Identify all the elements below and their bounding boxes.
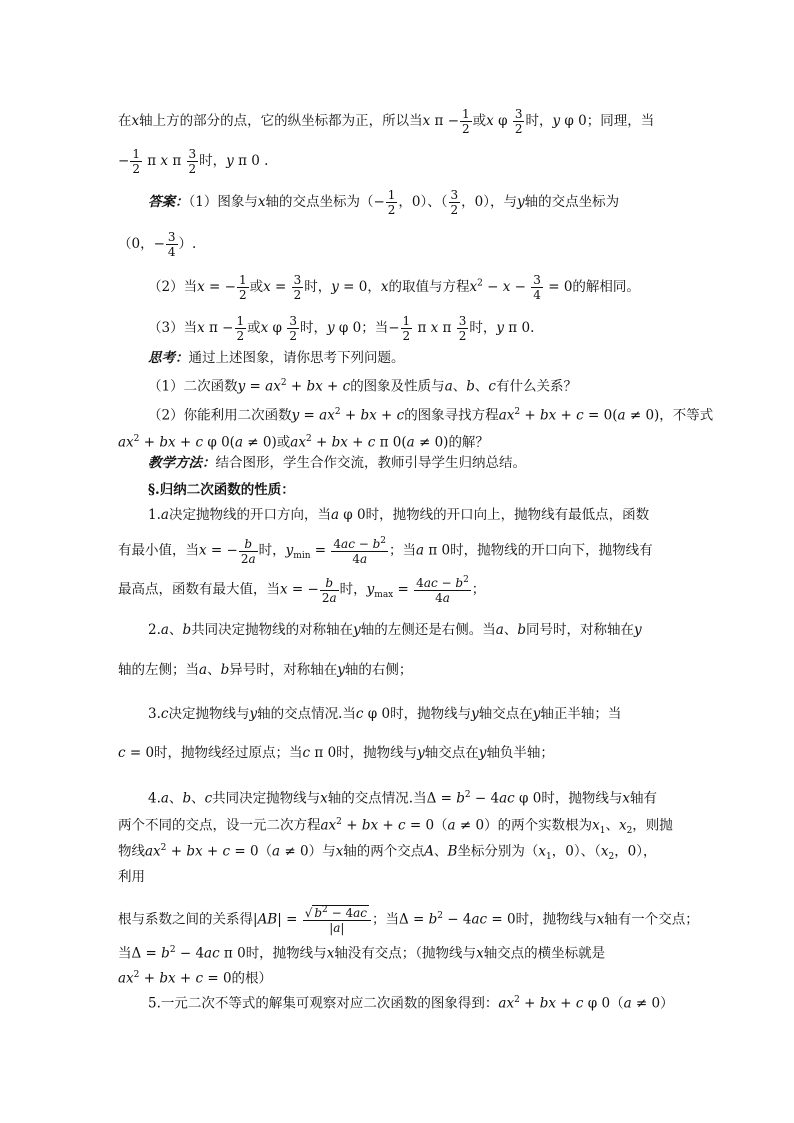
think-q1: （1）二次函数$y = ax^2$ + bx + c的图象及性质与a、b、c有什么关系？ (148, 378, 577, 395)
text: （0， (118, 236, 154, 252)
text: ） (660, 995, 674, 1012)
text: 最高点，函数有最大值，当 (118, 581, 280, 598)
text: . (530, 320, 535, 336)
fraction: $\frac{b}{2a}$ (240, 536, 256, 566)
text: 时， (299, 320, 327, 336)
text: 的取值与方程 (388, 279, 470, 295)
text: 时， (304, 279, 332, 295)
text: ，不等式 (659, 407, 714, 424)
text: （2）你能利用二次函数 (148, 407, 292, 424)
text: 轴的右侧； (344, 662, 413, 678)
text: 时， (525, 113, 553, 129)
fraction: $\frac{3}{2}$ (289, 314, 297, 343)
fraction: $\frac{4ac - b^2}{4a}$ (333, 536, 387, 566)
fraction: $\frac{3}{2}$ (514, 107, 523, 136)
text: 时，抛物线与 (541, 790, 623, 807)
text: 结合图形，学生合作交流，教师引导学生归纳总结。 (215, 455, 526, 471)
text: 轴有一个交点； (604, 911, 699, 928)
section-title: §.归纳二次函数的性质： (148, 482, 295, 498)
text: 轴上方的部分的点，它的纵坐标都为正，所以当 (139, 113, 423, 129)
text: 或 (472, 113, 487, 129)
text: 时，抛物线的开口向下，抛物线有 (450, 542, 653, 559)
answer-line-1: 答案：（1）图象与x轴的交点坐标为（− $\frac{1}{2}$ ，0）、（ $\frac{3}{2}$ ，0），与y轴的交点坐标为 (148, 188, 620, 217)
text: （ (434, 817, 448, 834)
text: 轴交点在 (424, 745, 479, 761)
text: （3）当 (148, 320, 198, 336)
text: 轴负半轴； (486, 745, 554, 761)
text: ；当 (389, 542, 417, 559)
text: 在 (118, 113, 132, 129)
text: 时， (339, 581, 367, 598)
prop4-line-3: 物线$ax^2$ + bx + c = 0（a ≠ 0）与x轴的两个交点A、B坐标分别为（$x_1$，0）、（$x_2$，0）， (118, 843, 657, 863)
text: 时，抛物线与 (515, 911, 597, 928)
prop1-line-1: 1.a决定抛物线的开口方向，当a φ 0时，抛物线的开口向上，抛物线有最低点，函数 (148, 507, 650, 523)
fraction: $\frac{b}{2a}$ (321, 575, 337, 605)
text-line-2: − $\frac{1}{2}$ π x π $\frac{3}{2}$ 时，y π 0 . (118, 147, 269, 176)
prop2-line-1: 2.a、b共同决定抛物线的对称轴在y轴的左侧还是右侧。当a、b同号时，对称轴在y (148, 622, 642, 638)
text: （ (258, 843, 273, 860)
fraction: $\frac{1}{2}$ (387, 188, 396, 217)
text: 、 (503, 622, 518, 638)
text: ，0）、（ (551, 843, 601, 860)
text: ，0），与 (461, 194, 517, 210)
text: ，0）， (614, 843, 657, 860)
text: 轴正半轴；当 (540, 706, 622, 722)
prop3-line-1: 3.c决定抛物线与y轴的交点情况.当c φ 0时，抛物线与y轴交点在y轴正半轴；当 (148, 706, 622, 722)
prop4-line-6: 当$\Delta = b^2 - 4ac$ π 0时，抛物线与x轴没有交点；（抛物线与x轴交点的横坐标就是 (118, 945, 606, 962)
text: 利用 (118, 869, 145, 885)
text: 坐标分别为（ (457, 843, 539, 860)
text: ；同理，当 (586, 113, 655, 129)
text: 、 (207, 662, 221, 678)
text: 时， (469, 320, 497, 336)
fraction: $\frac{4ac - b^2}{4a}$ (416, 575, 469, 605)
text: 轴的交点情况.当 (327, 790, 427, 807)
text: ）的两个实数根为 (484, 817, 593, 834)
text: 轴的左侧还是右侧。当 (360, 622, 496, 638)
text: 轴的左侧；当 (118, 662, 199, 678)
text: 、 (168, 622, 183, 638)
text: ，0）、（ (398, 194, 448, 210)
text: 决定抛物线与 (168, 706, 250, 722)
text: ）与 (308, 843, 336, 860)
text: 1. (148, 507, 161, 523)
fraction: $\frac{1}{2}$ (236, 314, 245, 343)
prop1-line-2: 有最小值，当x = − $\frac{b}{2a}$ 时，$y_{min}$ = $\frac{4ac - b^2}{4a}$ ；当a π 0时，抛物线的开口向下，抛物线有 (118, 536, 653, 566)
text: （ (610, 995, 624, 1012)
fraction: $\frac{√ b^2 - 4ac}{|a|}$ (303, 906, 371, 934)
text: 或 (276, 434, 291, 451)
fraction: $\frac{1}{2}$ (238, 273, 247, 302)
text: 的解？ (448, 434, 489, 451)
prop2-line-2: 轴的左侧；当a、b异号时，对称轴在y轴的右侧； (118, 662, 413, 678)
text: 的图象及性质与 (350, 378, 445, 395)
text: 的图象寻找方程 (404, 407, 499, 424)
text: 时，抛物线与 (245, 945, 327, 962)
text: 通过上述图象，请你思考下列问题。 (188, 350, 405, 366)
text: 或 (249, 279, 264, 295)
fraction: $\frac{3}{2}$ (450, 188, 459, 217)
fraction: $\frac{3}{2}$ (458, 314, 467, 343)
prop3-line-2: c = 0时，抛物线经过原点；当c π 0时，抛物线与y轴交点在y轴负半轴； (118, 745, 554, 761)
prop4-line-4 (118, 871, 145, 885)
prop5-line-1: 5.一元二次不等式的解集可观察对应二次函数的图象得到：$ax^2$ + bx + c φ 0（a ≠ 0） (148, 995, 674, 1012)
prop4-line-1: 4.a、b、c共同决定抛物线与x轴的交点情况.当$\Delta = b^2 - 4ac$ φ 0时，抛物线与x轴有 (148, 790, 657, 807)
text: ；当 (371, 911, 399, 928)
text: ， (367, 279, 381, 295)
text: 异号时，对称轴在 (229, 662, 338, 678)
text: 共同决定抛物线的对称轴在 (191, 622, 354, 638)
text: 3. (148, 706, 161, 722)
answer-line-2: （0，− $\frac{3}{4}$ ）. (118, 230, 197, 259)
text: 、 (452, 378, 467, 395)
text: 、 (433, 843, 448, 860)
text: 决定抛物线的开口方向，当 (168, 507, 331, 523)
text: 、 (191, 790, 205, 807)
text: 轴没有交点；（抛物线与 (334, 945, 477, 962)
prop1-line-3: 最高点，函数有最大值，当x = − $\frac{b}{2a}$ 时，$y_{max}$ = $\frac{4ac - b^2}{4a}$ ； (118, 575, 486, 605)
text: 的根） (231, 970, 273, 987)
text: 、 (168, 790, 183, 807)
text: 共同决定抛物线与 (212, 790, 321, 807)
think-q2: （2）你能利用二次函数$y = ax^2$ + bx + c的图象寻找方程$ax^2$ + bx + c = 0(a ≠ 0)，不等式 (148, 407, 714, 424)
text: 、 (474, 378, 489, 395)
text-line-1: 在x轴上方的部分的点，它的纵坐标都为正，所以当x π − $\frac{1}{2}$ 或x φ $\frac{3}{2}$ 时，y φ 0；同理，当 (118, 107, 655, 136)
fraction: $\frac{1}{2}$ (132, 147, 140, 176)
text: 时，抛物线经过原点；当 (154, 745, 303, 761)
think-q2-cont: $ax^2$ + bx + c φ 0(a ≠ 0)或$ax^2$ + bx + c π 0(a ≠ 0)的解？ (118, 434, 489, 451)
fraction: $\frac{3}{2}$ (293, 273, 302, 302)
fraction: $\frac{3}{4}$ (167, 230, 176, 259)
answer-line-3: （2）当x = − $\frac{1}{2}$ 或x = $\frac{3}{2}$ 时，y = 0，x的取值与方程$x^2 - x$ − $\frac{3}{4}$ = 0的解相同。 (148, 273, 640, 302)
text: 同号时，对称轴在 (525, 622, 634, 638)
fraction: $\frac{3}{4}$ (533, 273, 541, 302)
text: 有最小值，当 (118, 542, 199, 559)
text: 时， (258, 542, 286, 559)
text: 轴的交点坐标为（ (265, 194, 374, 210)
text: 有什么关系？ (495, 378, 577, 395)
method-label: 教学方法： (148, 455, 216, 471)
text: 时，抛物线与 (390, 706, 472, 722)
text: ）. (178, 236, 197, 252)
fraction: $\frac{1}{2}$ (402, 314, 411, 343)
text: 根与系数之间的关系得 (118, 911, 253, 928)
text: ；当 (361, 320, 389, 336)
text: 2. (148, 622, 161, 638)
text: 轴的交点情况.当 (257, 706, 356, 722)
text: 或 (247, 320, 261, 336)
think-line (148, 352, 405, 366)
text: ； (471, 581, 486, 598)
text: 轴交点在 (478, 706, 533, 722)
think-label: 思考： (148, 350, 189, 366)
text: 时，抛物线与 (336, 745, 418, 761)
prop4-line-5: 根与系数之间的关系得|AB| = $\frac{√ b^2 - 4ac}{|a|}$ ；当$\Delta = b^2 - 4ac = 0$时，抛物线与x轴有一个交点； (118, 905, 699, 935)
text: 时，抛物线的开口向上，抛物线有最低点，函数 (365, 507, 650, 523)
text: 时， (199, 153, 227, 169)
text: 两个不同的交点，设一元二次方程 (118, 817, 321, 834)
answer-label: 答案： (148, 194, 189, 210)
text: 4. (148, 790, 161, 807)
prop4-line-2: 两个不同的交点，设一元二次方程$ax^2$ + bx + c = 0（a ≠ 0）的两个实数根为$x_1$、$x_2$，则抛 (118, 817, 673, 837)
text: 轴的两个交点 (343, 843, 425, 860)
text: （2）当 (148, 279, 198, 295)
text: ，则抛 (632, 817, 673, 834)
text: （1）二次函数 (148, 378, 238, 395)
text: （1）图象与 (188, 194, 258, 210)
text: 轴交点的横坐标就是 (483, 945, 606, 962)
text: 5.一元二次不等式的解集可观察对应二次函数的图象得到： (148, 995, 499, 1012)
text: 轴有 (629, 790, 657, 807)
text: 的解相同。 (572, 279, 640, 295)
prop4-line-7: $ax^2$ + bx + c = 0的根） (118, 970, 273, 987)
text: 轴的交点坐标为 (524, 194, 620, 210)
text: 当 (118, 945, 132, 962)
answer-line-4: （3）当x π − $\frac{1}{2}$ 或x φ $\frac{3}{2}$ 时，y φ 0；当− $\frac{1}{2}$ π x π $\frac{3}{2}$ 时，y π 0. (148, 314, 535, 343)
fraction: $\frac{1}{2}$ (462, 107, 470, 136)
method-line (148, 457, 526, 471)
text: 物线 (118, 843, 145, 860)
fraction: $\frac{3}{2}$ (188, 147, 197, 176)
